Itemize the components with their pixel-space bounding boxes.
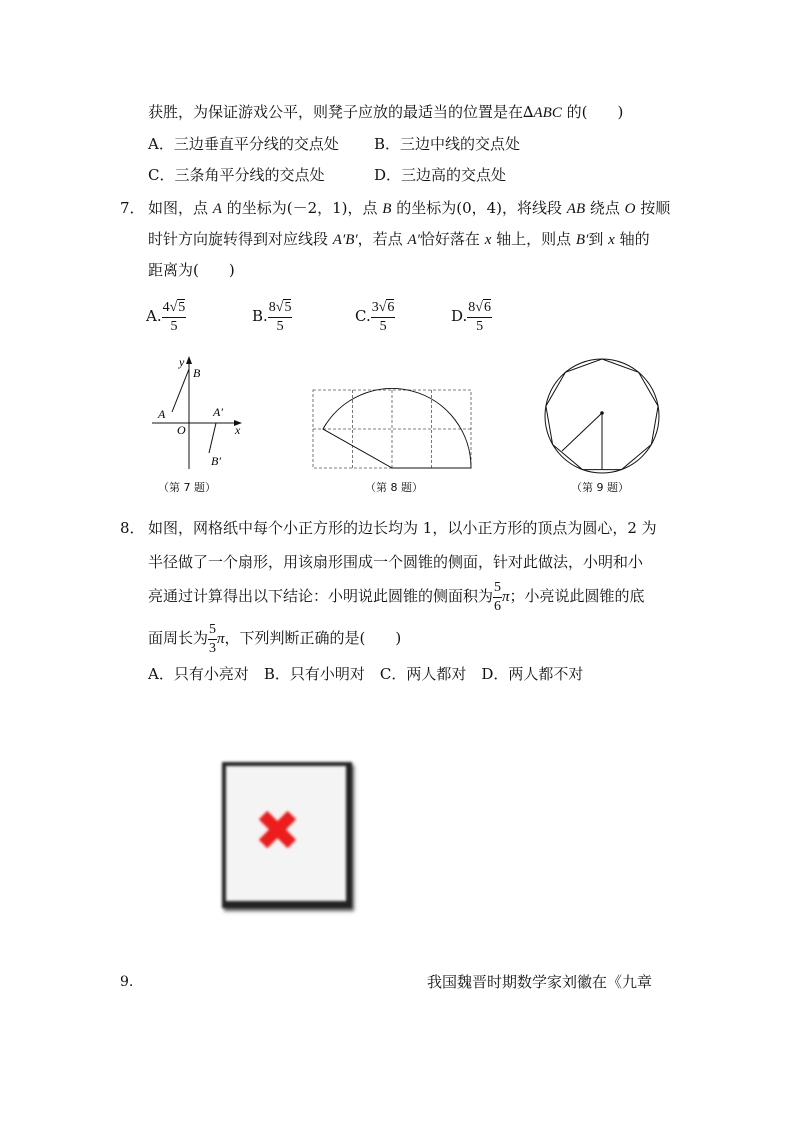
fraction: $\frac{8√6}{5}$: [468, 299, 491, 334]
figure-8-sector-diagram: [310, 387, 476, 471]
fraction: $\frac{4√5}{5}$: [162, 299, 186, 334]
fraction: $\frac{3√6}{5}$: [371, 299, 395, 334]
label-y: y: [179, 355, 185, 369]
label-b: B: [193, 366, 201, 380]
q8-line-4: 面周长为 $\frac{5}{3}$ π，下列判断正确的是( ): [148, 621, 402, 656]
q7-option-b: B. $\frac{8√5}{5}$: [252, 299, 292, 334]
q8-options: A．只有小亮对 B．只有小明对 C．两人都对 D．两人都不对: [148, 665, 584, 683]
label-a-prime: A′: [213, 405, 223, 419]
radius-2: [562, 413, 602, 451]
label-a: A: [158, 407, 166, 421]
q7-option-a: A. $\frac{4√5}{5}$: [146, 299, 186, 334]
broken-image-placeholder: [222, 762, 352, 908]
fraction: $\frac{5}{6}$: [494, 579, 502, 614]
q7-option-c: C. $\frac{3√6}{5}$: [355, 299, 395, 334]
q8-line-1: 如图，网格纸中每个小正方形的边长均为 1，以小正方形的顶点为圆心，2 为: [148, 519, 657, 537]
q6-option-c: C．三条角平分线的交点处: [148, 166, 325, 184]
q6-option-b: B．三边中线的交点处: [374, 135, 521, 153]
broken-image-icon: ✖: [254, 799, 301, 864]
q7-line-3: 距离为( ): [148, 261, 235, 279]
q6-line-1: 获胜，为保证游戏公平，则凳子应放的最适当的位置是在∆ABC 的( ): [148, 103, 624, 121]
sector: [323, 388, 471, 468]
figure-7-caption: （第 7 题）: [158, 481, 216, 494]
q8-line-2: 半径做了一个扇形，用该扇形围成一个圆锥的侧面，针对此做法，小明和小: [148, 553, 644, 571]
fraction: $\frac{8√5}{5}$: [268, 299, 292, 334]
q9-number: 9.: [120, 974, 134, 990]
q9-text: 我国魏晋时期数学家刘徽在《九章: [427, 973, 653, 991]
label-b-prime: B′: [211, 454, 221, 468]
y-axis-arrow: [186, 356, 192, 364]
fraction: $\frac{5}{3}$: [209, 621, 217, 656]
figure-8-caption: （第 8 题）: [365, 481, 423, 494]
q7-option-d: D. $\frac{8√6}{5}$: [451, 299, 491, 334]
figure-9-caption: （第 9 题）: [571, 481, 629, 494]
q8-number: 8．: [120, 519, 145, 537]
grid-lines: [313, 390, 471, 468]
label-x: x: [235, 423, 241, 437]
q6-option-d: D．三边高的交点处: [374, 166, 507, 184]
q8-line-3: 亮通过计算得出以下结论：小明说此圆锥的侧面积为 $\frac{5}{6}$ π；小亮说此圆锥的底: [148, 579, 645, 614]
q6-option-a: A．三边垂直平分线的交点处: [148, 135, 339, 153]
figure-9-circle-polygon: [541, 355, 663, 477]
figure-7-coordinate-diagram: [140, 350, 260, 475]
segment-ab: [172, 369, 189, 412]
q7-number: 7．: [120, 199, 145, 217]
label-o: O: [177, 423, 186, 437]
q7-line-2: 时针方向旋转得到对应线段 A′B′，若点 A′恰好落在 x 轴上，则点 B′到 x 轴的: [148, 230, 650, 248]
segment-a1b1: [209, 423, 216, 453]
q7-line-1: 如图，点 A 的坐标为(－2，1)，点 B 的坐标为(0，4)，将线段 AB 绕点 O 按顺: [148, 199, 671, 217]
